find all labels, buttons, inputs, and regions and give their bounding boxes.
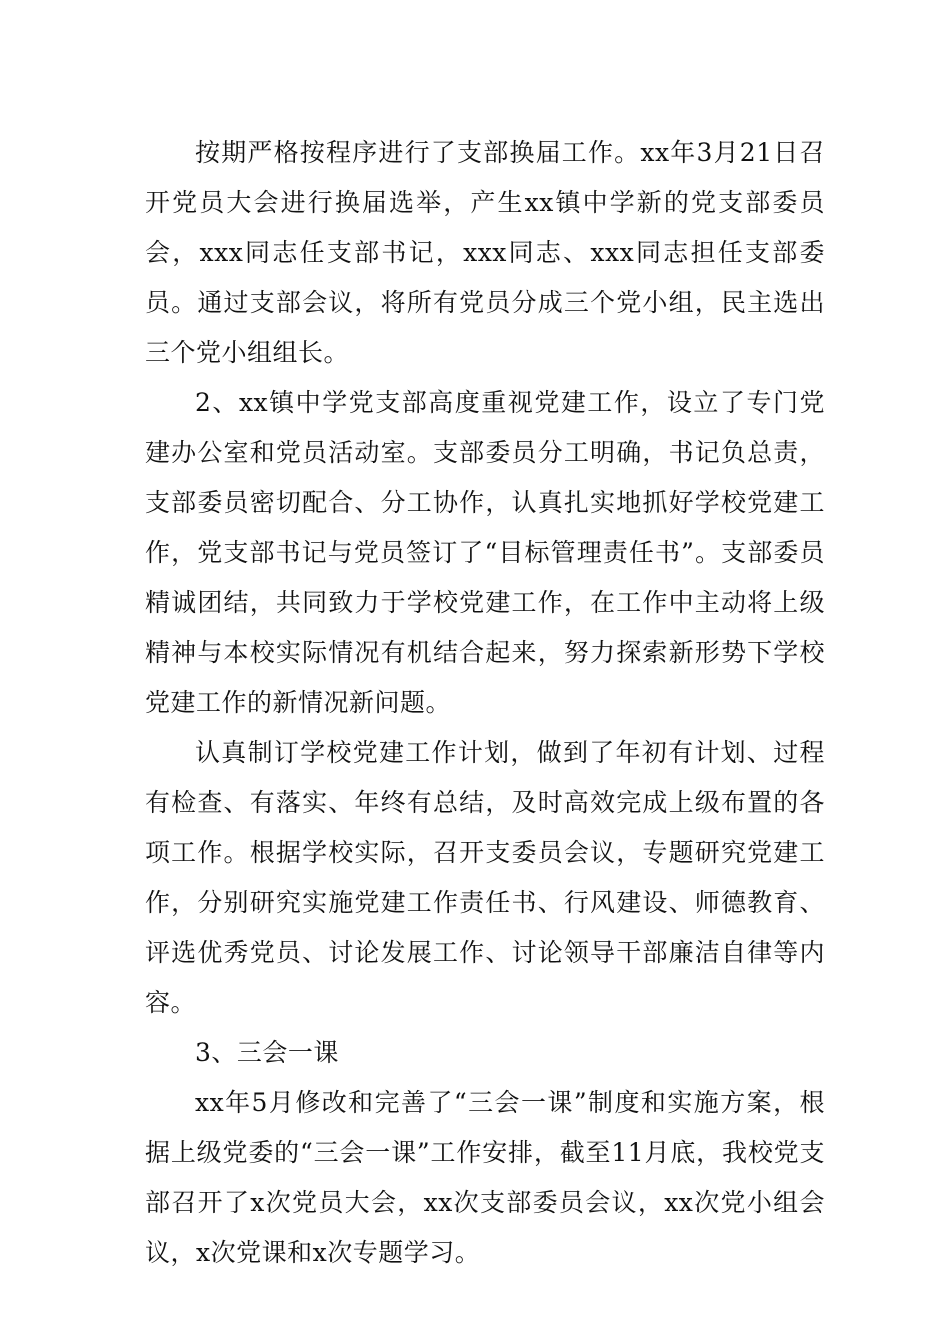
paragraph-three-meetings-detail: xx年5月修改和完善了“三会一课”制度和实施方案，根据上级党委的“三会一课”工作安排，截至11月底，我校党支部召开了x次党员大会，xx次支部委员会议，xx次党小组会议，x次党课和x次专题学习。 (145, 1088, 825, 1267)
document-body (145, 128, 825, 1278)
section-heading-three-meetings: 3、三会一课 (195, 1038, 339, 1067)
paragraph-party-building-emphasis: 2、xx镇中学党支部高度重视党建工作，设立了专门党建办公室和党员活动室。支部委员分工明确，书记负总责，支部委员密切配合、分工协作，认真扎实地抓好学校党建工作，党支部书记与党员签订了“目标管理责任书”。支部委员精诚团结，共同致力于学校党建工作，在工作中主动将上级精神与本校实际情况有机结合起来，努力探索新形势下学校党建工作的新情况新问题。 (145, 388, 825, 717)
paragraph-work-plan: 认真制订学校党建工作计划，做到了年初有计划、过程有检查、有落实、年终有总结，及时高效完成上级布置的各项工作。根据学校实际，召开支委员会议，专题研究党建工作，分别研究实施党建工作责任书、行风建设、师德教育、评选优秀党员、讨论发展工作、讨论领导干部廉洁自律等内容。 (145, 738, 825, 1017)
paragraph-branch-election: 按期严格按程序进行了支部换届工作。xx年3月21日召开党员大会进行换届选举，产生xx镇中学新的党支部委员会，xxx同志任支部书记，xxx同志、xxx同志担任支部委员。通过支部会议，将所有党员分成三个党小组，民主选出三个党小组组长。 (145, 138, 825, 367)
